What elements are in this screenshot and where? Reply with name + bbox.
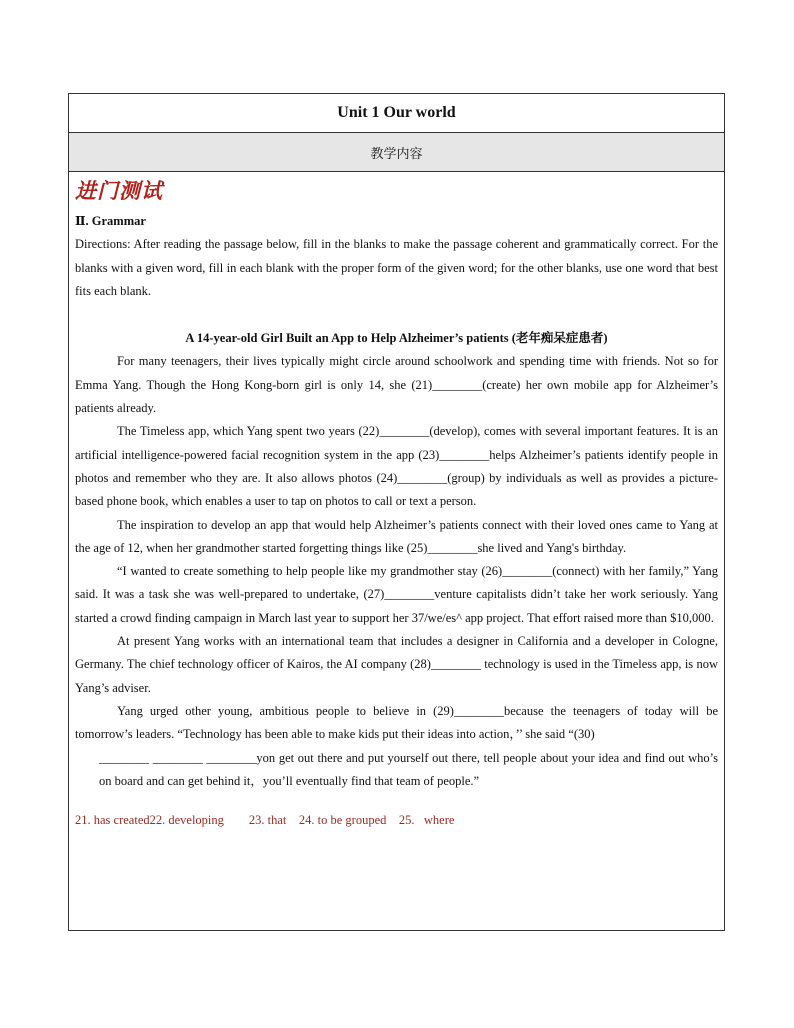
- unit-title: Unit 1 Our world: [69, 94, 724, 133]
- passage-title: A 14-year-old Girl Built an App to Help Alzheimer’s patients (老年痴呆症患者): [185, 331, 608, 346]
- passage-paragraph: For many teenagers, their lives typically might circle around schoolwork and spending time with friends. Not so for Emma Yang. Though the Hong Kong-born girl is only 14, she (21)________(create) her own mobile app for Alzheimer’s patients already.: [75, 354, 718, 416]
- grammar-label: Ⅱ. Grammar: [75, 214, 146, 228]
- worksheet-frame: [68, 93, 725, 931]
- passage-paragraph: At present Yang works with an international team that includes a designer in California and a developer in Cologne, Germany. The chief technology officer of Kairos, the AI company (28)________ technology is used in the Timeless app, is now Yang’s adviser.: [75, 634, 718, 695]
- passage-paragraph: The inspiration to develop an app that would help Alzheimer’s patients connect with their loved ones came to Yang at the age of 12, when her grandmother started forgetting things like (25)________she lived and Yang's birthday.: [75, 517, 718, 555]
- passage-paragraph: “I wanted to create something to help people like my grandmother stay (26)________(connect) with her family,” Yang said. It was a task she was well-prepared to undertake, (27)________venture capitalists didn’t take her work seriously. Yang started a crowd finding campaign in March last year to support her 37/we/es^ app project. That effort raised more than $10,000.: [75, 564, 718, 625]
- passage-continuation: ________ ________ ________yon get out there and put yourself out there, tell people about your idea and find out who’s on board and can get behind it，you’ll eventually find that team of people.”: [99, 750, 718, 788]
- passage-paragraph: Yang urged other young, ambitious people to believe in (29)________because the teenagers of today will be tomorrow’s leaders. “Technology has been able to make kids put their ideas into action，’’ she said “(30): [75, 703, 718, 742]
- answer-key: 21. has created22. developing 23. that 24. to be grouped 25. where: [75, 813, 455, 828]
- directions-text: Directions: After reading the passage below, fill in the blanks to make the passage coherent and grammatically correct. For the blanks with a given word, fill in each blank with the proper form of the given word; for the other blanks, use one word that best fits each blank.: [75, 237, 718, 298]
- content-area: [69, 172, 724, 832]
- passage-paragraph: The Timeless app, which Yang spent two years (22)________(develop), comes with several important features. It is an artificial intelligence-powered facial recognition system in the app (23)________helps Alzheimer’s patients identify people in photos and remember who they are. It also allows photos (24)________(group) by individuals as well as provides a picture-based phone book, which enables a user to tap on photos to call or text a person.: [75, 424, 718, 509]
- teaching-content-header: 教学内容: [69, 133, 724, 172]
- section-heading: 进门测试: [75, 179, 163, 203]
